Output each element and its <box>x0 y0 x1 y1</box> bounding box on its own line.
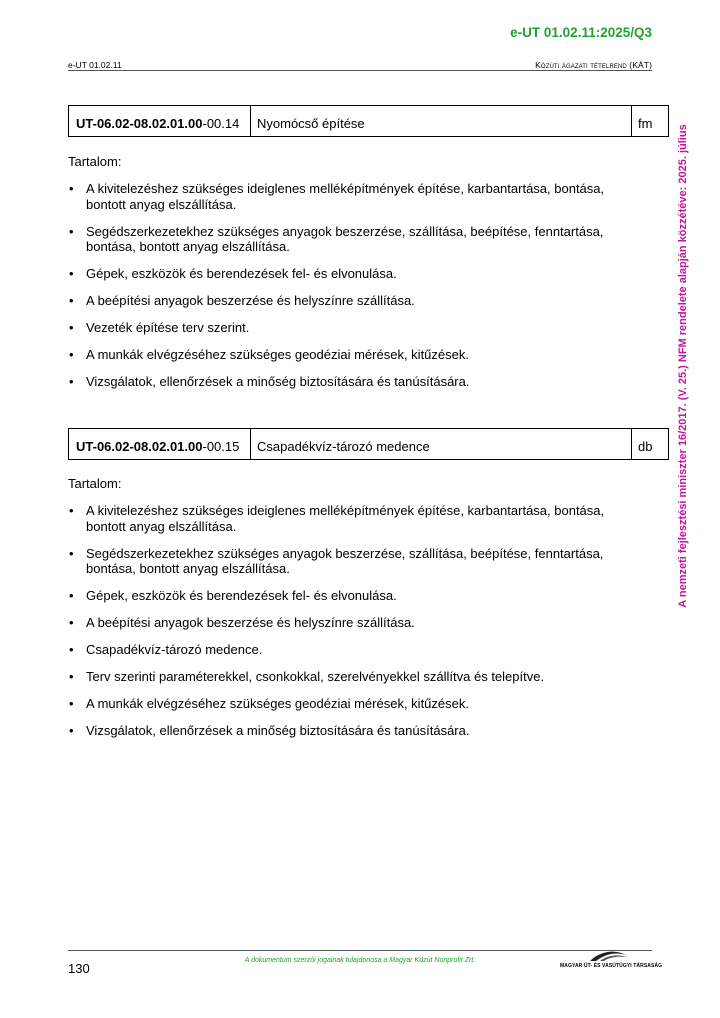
content-label-1: Tartalom: <box>68 154 122 169</box>
content-list-1 <box>68 181 628 401</box>
list-item: • A munkák elvégzéséhez szükséges geodéziai mérések, kitűzések. <box>68 347 628 363</box>
list-item: • Gépek, eszközök és berendezések fel- és elvonulása. <box>68 266 628 282</box>
item-table-1 <box>68 105 669 137</box>
list-item: • Vezeték építése terv szerint. <box>68 320 628 336</box>
item-code-cell <box>69 106 251 136</box>
list-item: • A kivitelezéshez szükséges ideiglenes melléképítmények építése, karbantartása, bontása, bontott anyag elszállítása. <box>68 503 628 534</box>
item-table-2 <box>68 428 669 460</box>
item-title-cell: Nyomócső építése <box>251 106 632 136</box>
header-right-label: Közúti ágazati tételrend (KÁT) <box>535 60 652 70</box>
company-logo <box>560 949 663 971</box>
logo-text: MAGYAR ÚT- ÉS VASÚTÜGYI TÁRSASÁG <box>560 963 663 969</box>
side-publication-note <box>673 105 693 627</box>
list-item: • A beépítési anyagok beszerzése és helyszínre szállítása. <box>68 293 628 309</box>
item-code-cell <box>69 429 251 459</box>
content-label-2: Tartalom: <box>68 476 122 491</box>
logo-swoosh-icon <box>560 949 656 963</box>
list-item: • Gépek, eszközök és berendezések fel- és elvonulása. <box>68 588 628 604</box>
header-left-label: e-UT 01.02.11 <box>68 60 122 70</box>
item-title-cell: Csapadékvíz-tározó medence <box>251 429 632 459</box>
copyright-note: A dokumentum szerzői jogainak tulajdonosa a Magyar Közút Nonprofit Zrt. <box>244 957 476 964</box>
item-code-bold: UT-06.02-08.02.01.00 <box>76 116 203 131</box>
list-item: • Csapadékvíz-tározó medence. <box>68 642 628 658</box>
page-number: 130 <box>68 961 90 976</box>
list-item: • Segédszerkezetekhez szükséges anyagok beszerzése, szállítása, beépítése, fenntartása, bontása, bontott anyag elszállítása. <box>68 224 628 255</box>
list-item: • Segédszerkezetekhez szükséges anyagok beszerzése, szállítása, beépítése, fenntartása, bontása, bontott anyag elszállítása. <box>68 546 628 577</box>
list-item: • A kivitelezéshez szükséges ideiglenes melléképítmények építése, karbantartása, bontása, bontott anyag elszállítása. <box>68 181 628 212</box>
item-code-suffix: -00.15 <box>202 439 240 454</box>
list-item: • Terv szerinti paraméterekkel, csonkokkal, szerelvényekkel szállítva és telepítve. <box>68 669 628 685</box>
content-list-2 <box>68 503 628 750</box>
document-code: e-UT 01.02.11:2025/Q3 <box>510 25 652 40</box>
item-code-bold: UT-06.02-08.02.01.00 <box>76 439 203 454</box>
header-divider <box>68 70 652 71</box>
list-item: • Vizsgálatok, ellenőrzések a minőség biztosítására és tanúsítására. <box>68 723 628 739</box>
list-item: • A munkák elvégzéséhez szükséges geodéziai mérések, kitűzések. <box>68 696 628 712</box>
item-unit-cell: db <box>638 439 653 454</box>
item-unit-cell: fm <box>638 116 653 131</box>
side-note-text: A nemzeti fejlesztési miniszter 16/2017. (V. 25.) NFM rendelete alapján közzétéve: 2025. július <box>677 124 689 608</box>
list-item: • Vizsgálatok, ellenőrzések a minőség biztosítására és tanúsítására. <box>68 374 628 390</box>
list-item: • A beépítési anyagok beszerzése és helyszínre szállítása. <box>68 615 628 631</box>
item-code-suffix: -00.14 <box>202 116 240 131</box>
